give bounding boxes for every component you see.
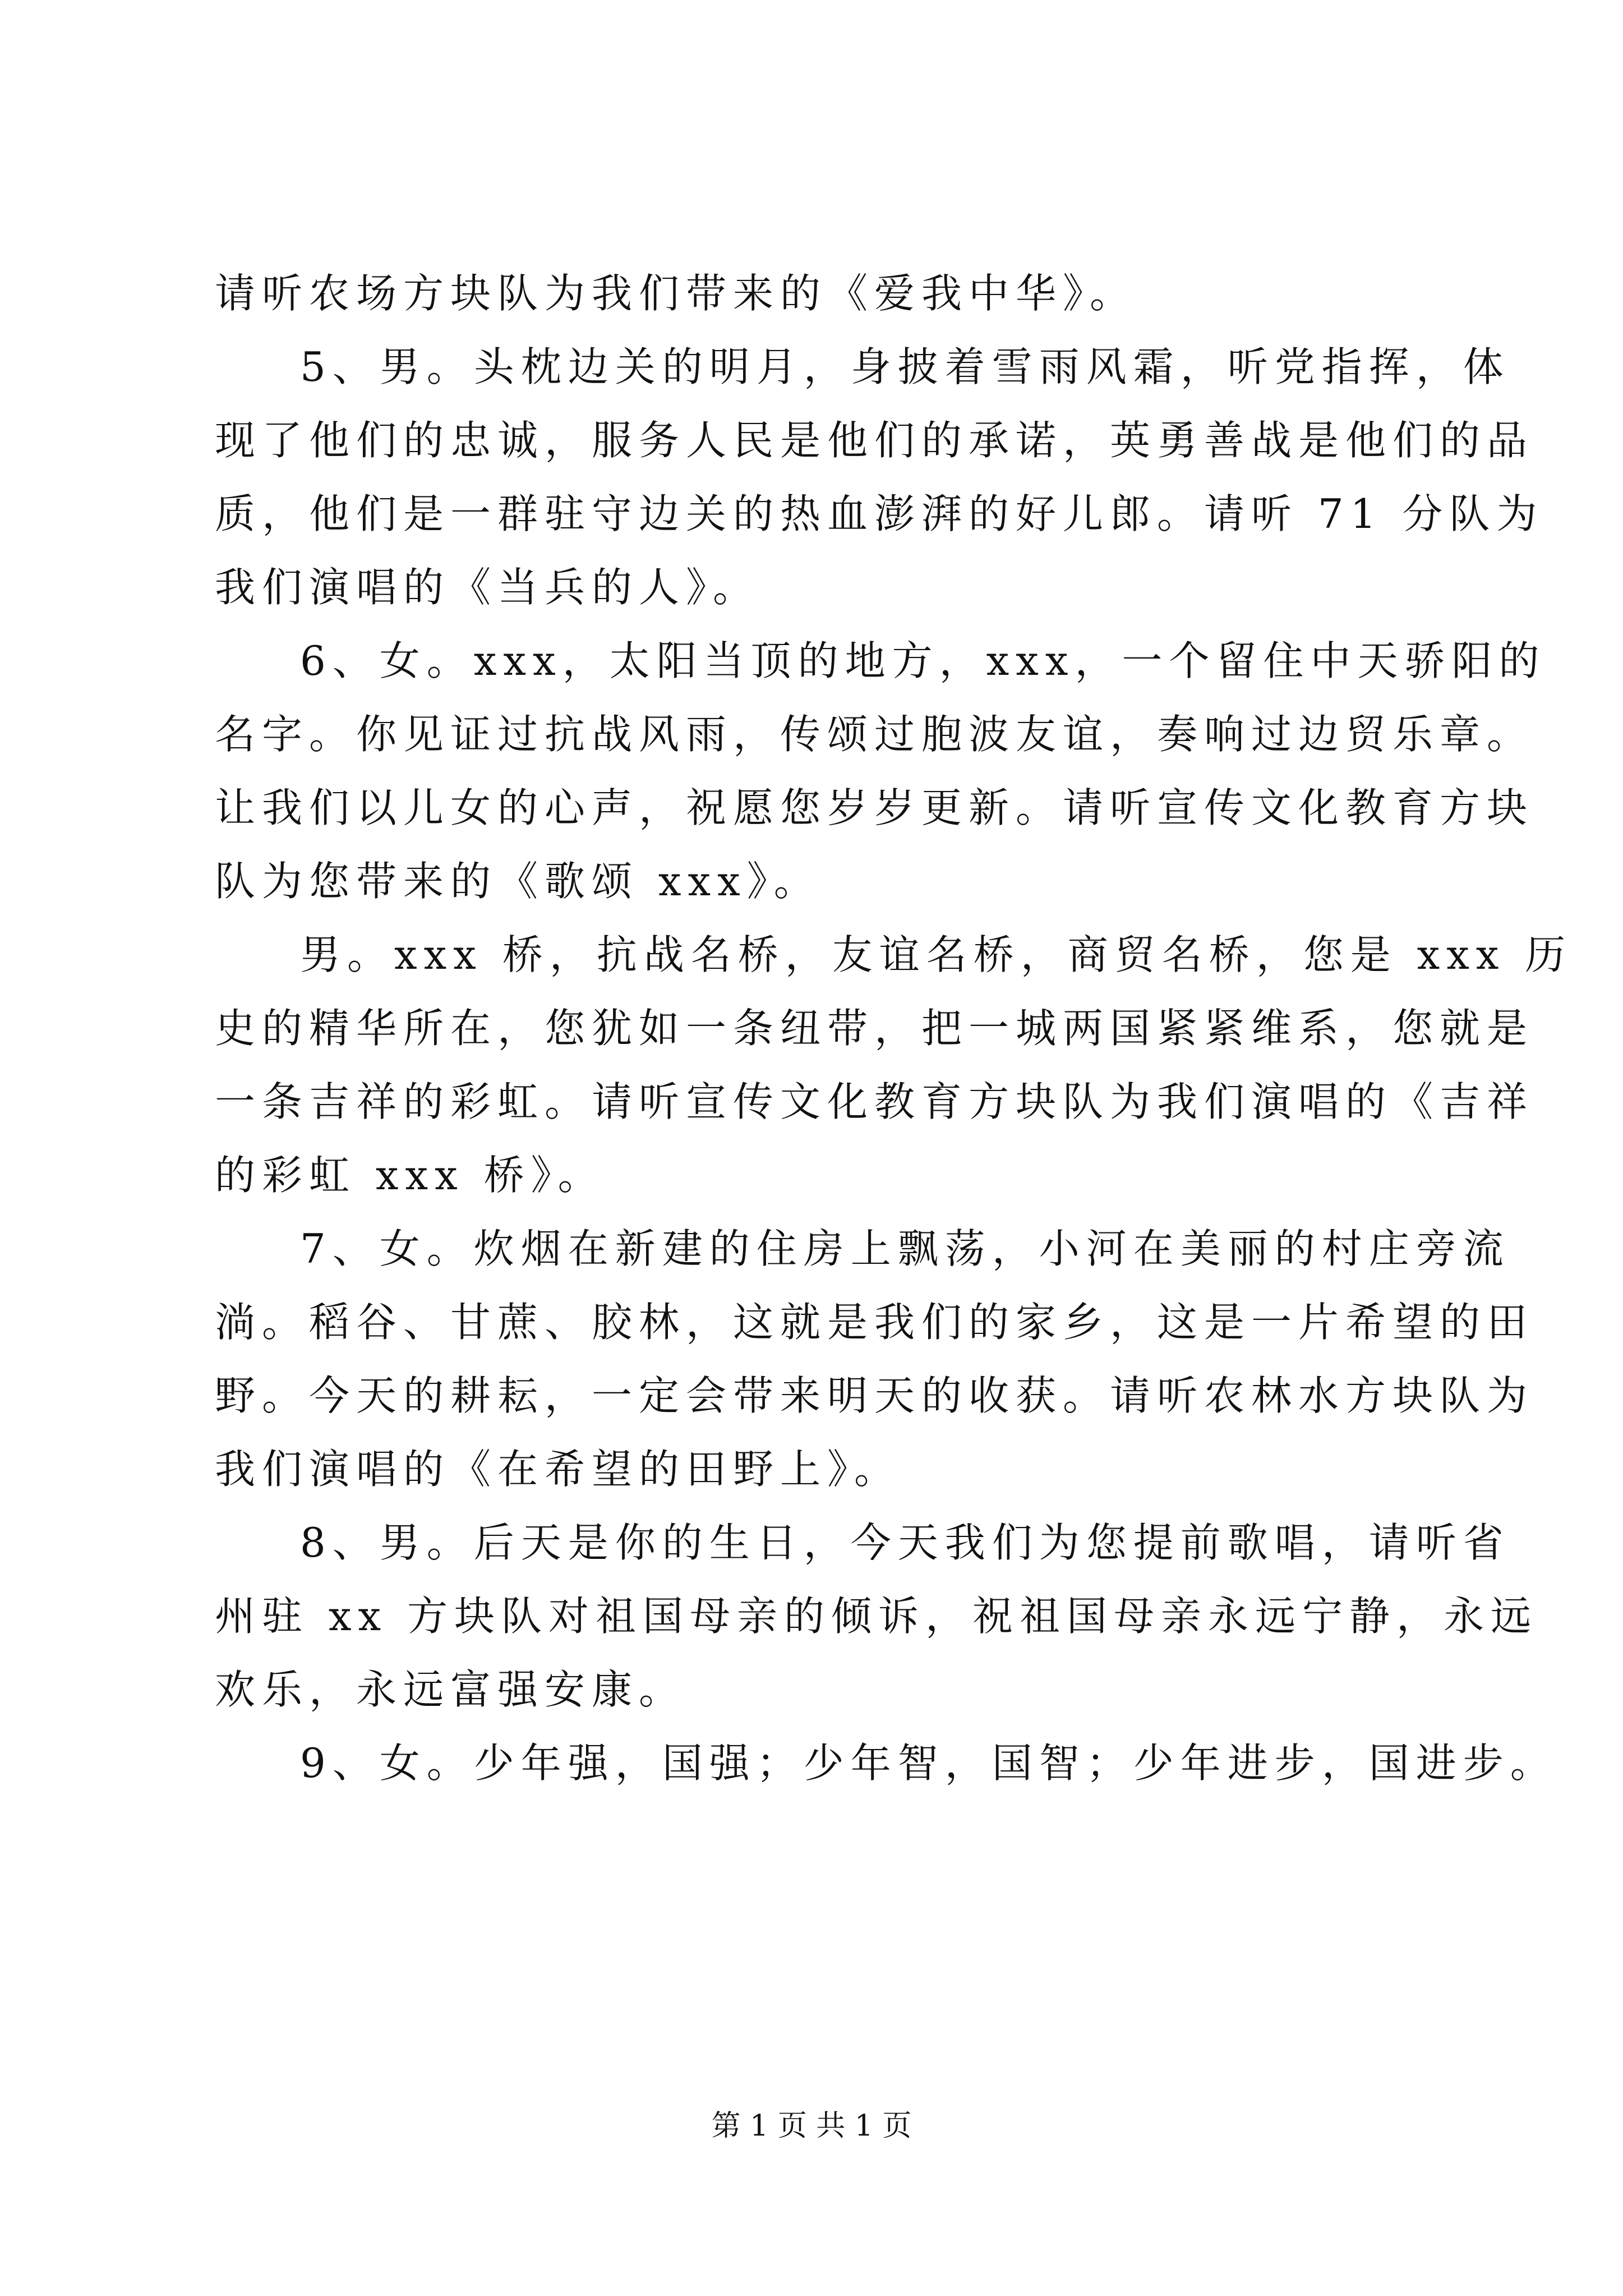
- text-line: 6、女。xxx，太阳当顶的地方，xxx，一个留住中天骄阳的: [300, 637, 1546, 684]
- text-line: 欢乐，永远富强安康。: [215, 1666, 686, 1713]
- text-line: 史的精华所在，您犹如一条纽带，把一城两国紧紧维系，您就是: [215, 1005, 1534, 1052]
- page-number-footer: 第 1 页 共 1 页: [711, 2109, 912, 2143]
- text-line: 7、女。炊烟在新建的住房上飘荡，小河在美丽的村庄旁流: [300, 1225, 1510, 1272]
- text-line: 男。xxx 桥，抗战名桥，友谊名桥，商贸名桥，您是 xxx 历: [300, 931, 1573, 978]
- text-line: 我们演唱的《在希望的田野上》。: [215, 1446, 902, 1493]
- text-line: 队为您带来的《歌颂 xxx》。: [215, 858, 821, 905]
- text-line: 现了他们的忠诚，服务人民是他们的承诺，英勇善战是他们的品: [215, 417, 1534, 464]
- text-line: 我们演唱的《当兵的人》。: [215, 564, 760, 611]
- text-line: 9、女。少年强，国强；少年智，国智；少年进步，国进步。: [300, 1740, 1557, 1787]
- text-line: 的彩虹 xxx 桥》。: [215, 1152, 605, 1199]
- text-line: 请听农场方块队为我们带来的《爱我中华》。: [215, 270, 1137, 317]
- text-line: 质，他们是一群驻守边关的热血澎湃的好儿郎。请听 71 分队为: [215, 490, 1544, 537]
- text-line: 一条吉祥的彩虹。请听宣传文化教育方块队为我们演唱的《吉祥: [215, 1078, 1534, 1125]
- text-line: 野。今天的耕耘，一定会带来明天的收获。请听农林水方块队为: [215, 1372, 1534, 1419]
- text-line: 州驻 xx 方块队对祖国母亲的倾诉，祝祖国母亲永远宁静，永远: [215, 1593, 1538, 1640]
- document-body: [215, 257, 1573, 1800]
- text-line: 8、男。后天是你的生日，今天我们为您提前歌唱，请听省: [300, 1519, 1510, 1566]
- text-line: 名字。你见证过抗战风雨，传颂过胞波友谊，奏响过边贸乐章。: [215, 711, 1534, 758]
- text-line: 5、男。头枕边关的明月，身披着雪雨风霜，听党指挥，体: [300, 343, 1510, 390]
- text-line: 淌。稻谷、甘蔗、胶林，这就是我们的家乡，这是一片希望的田: [215, 1299, 1534, 1346]
- text-line: 让我们以儿女的心声，祝愿您岁岁更新。请听宣传文化教育方块: [215, 784, 1534, 831]
